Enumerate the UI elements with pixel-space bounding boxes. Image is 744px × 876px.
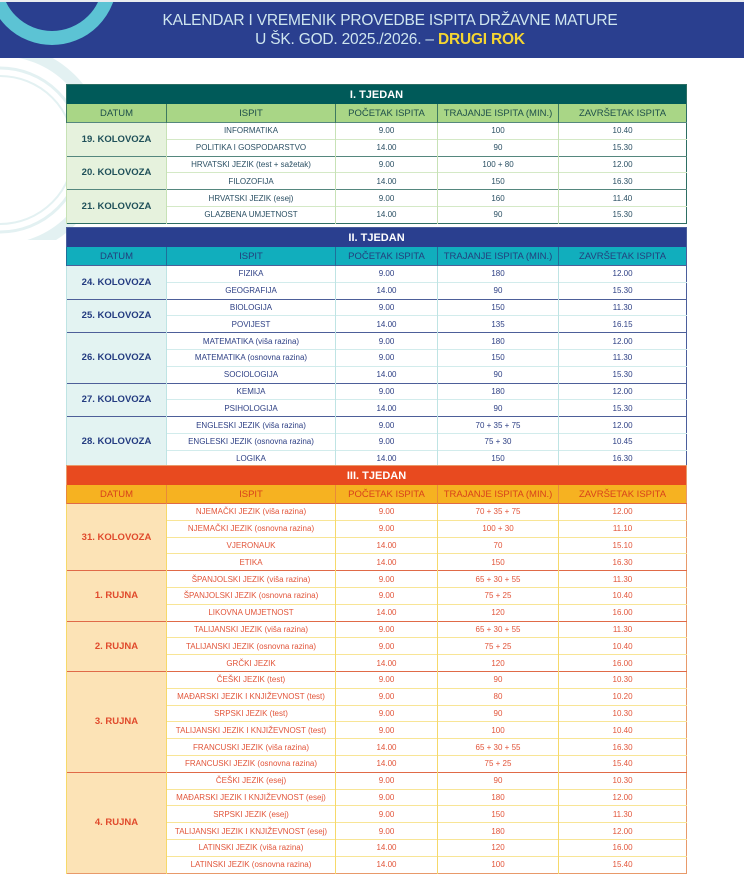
exam-name: POLITIKA I GOSPODARSTVO bbox=[167, 139, 336, 156]
start-time: 14.00 bbox=[336, 366, 438, 383]
title-line-1: KALENDAR I VREMENIK PROVEDBE ISPITA DRŽAVNE MATURE bbox=[162, 12, 618, 29]
duration: 100 bbox=[438, 722, 559, 739]
duration: 90 bbox=[438, 705, 559, 722]
date-cell: 26. KOLOVOZA bbox=[67, 333, 167, 383]
exam-name: NJEMAČKI JEZIK (osnovna razina) bbox=[167, 520, 336, 537]
start-time: 9.00 bbox=[336, 571, 438, 588]
exam-name: MAĐARSKI JEZIK I KNJIŽEVNOST (test) bbox=[167, 688, 336, 705]
table-row bbox=[67, 156, 687, 173]
title-line-2-prefix: U ŠK. GOD. 2025./2026. – bbox=[255, 31, 438, 48]
table-row bbox=[67, 299, 687, 316]
header-banner bbox=[0, 2, 744, 58]
start-time: 14.00 bbox=[336, 856, 438, 873]
start-time: 9.00 bbox=[336, 688, 438, 705]
column-header-zavrsetak: ZAVRŠETAK ISPITA bbox=[559, 104, 687, 123]
start-time: 14.00 bbox=[336, 282, 438, 299]
end-time: 10.40 bbox=[559, 722, 687, 739]
exam-name: ENGLESKI JEZIK (viša razina) bbox=[167, 417, 336, 434]
duration: 90 bbox=[438, 772, 559, 789]
date-cell: 27. KOLOVOZA bbox=[67, 383, 167, 417]
exam-name: TALIJANSKI JEZIK I KNJIŽEVNOST (esej) bbox=[167, 823, 336, 840]
duration: 150 bbox=[438, 173, 559, 190]
start-time: 14.00 bbox=[336, 400, 438, 417]
column-header-trajanje: TRAJANJE ISPITA (MIN.) bbox=[438, 104, 559, 123]
exam-name: GEOGRAFIJA bbox=[167, 282, 336, 299]
end-time: 11.30 bbox=[559, 299, 687, 316]
title-accent: DRUGI ROK bbox=[437, 31, 525, 48]
start-time: 14.00 bbox=[336, 537, 438, 554]
start-time: 9.00 bbox=[336, 417, 438, 434]
page-title bbox=[150, 11, 630, 49]
week-3-table bbox=[66, 465, 687, 874]
column-header-ispit: ISPIT bbox=[167, 104, 336, 123]
end-time: 10.30 bbox=[559, 772, 687, 789]
exam-name: FRANCUSKI JEZIK (viša razina) bbox=[167, 739, 336, 756]
date-cell: 24. KOLOVOZA bbox=[67, 266, 167, 300]
start-time: 14.00 bbox=[336, 739, 438, 756]
end-time: 10.40 bbox=[559, 587, 687, 604]
start-time: 9.00 bbox=[336, 433, 438, 450]
start-time: 14.00 bbox=[336, 554, 438, 571]
exam-name: ENGLESKI JEZIK (osnovna razina) bbox=[167, 433, 336, 450]
start-time: 14.00 bbox=[336, 316, 438, 333]
start-time: 9.00 bbox=[336, 789, 438, 806]
column-header-ispit: ISPIT bbox=[167, 485, 336, 504]
column-header-ispit: ISPIT bbox=[167, 247, 336, 266]
duration: 65 + 30 + 55 bbox=[438, 739, 559, 756]
duration: 180 bbox=[438, 333, 559, 350]
end-time: 15.40 bbox=[559, 856, 687, 873]
end-time: 11.10 bbox=[559, 520, 687, 537]
start-time: 9.00 bbox=[336, 383, 438, 400]
duration: 150 bbox=[438, 806, 559, 823]
column-header-trajanje: TRAJANJE ISPITA (MIN.) bbox=[438, 485, 559, 504]
exam-name: LATINSKI JEZIK (viša razina) bbox=[167, 839, 336, 856]
start-time: 9.00 bbox=[336, 671, 438, 688]
duration: 75 + 25 bbox=[438, 638, 559, 655]
column-header-pocetak: POČETAK ISPITA bbox=[336, 104, 438, 123]
start-time: 9.00 bbox=[336, 123, 438, 140]
duration: 150 bbox=[438, 299, 559, 316]
exam-name: TALIJANSKI JEZIK I KNJIŽEVNOST (test) bbox=[167, 722, 336, 739]
duration: 180 bbox=[438, 789, 559, 806]
duration: 70 bbox=[438, 537, 559, 554]
exam-name: SOCIOLOGIJA bbox=[167, 366, 336, 383]
end-time: 15.30 bbox=[559, 282, 687, 299]
date-cell: 3. RUJNA bbox=[67, 671, 167, 772]
duration: 90 bbox=[438, 282, 559, 299]
duration: 150 bbox=[438, 450, 559, 467]
column-header-pocetak: POČETAK ISPITA bbox=[336, 247, 438, 266]
title-line-2 bbox=[150, 30, 630, 49]
exam-name: BIOLOGIJA bbox=[167, 299, 336, 316]
duration: 75 + 25 bbox=[438, 587, 559, 604]
duration: 80 bbox=[438, 688, 559, 705]
start-time: 9.00 bbox=[336, 504, 438, 521]
date-cell: 31. KOLOVOZA bbox=[67, 504, 167, 571]
start-time: 9.00 bbox=[336, 587, 438, 604]
table-row bbox=[67, 266, 687, 283]
duration: 120 bbox=[438, 604, 559, 621]
end-time: 10.45 bbox=[559, 433, 687, 450]
start-time: 9.00 bbox=[336, 349, 438, 366]
start-time: 9.00 bbox=[336, 299, 438, 316]
end-time: 15.30 bbox=[559, 366, 687, 383]
end-time: 12.00 bbox=[559, 417, 687, 434]
week-2-table bbox=[66, 227, 687, 468]
decorative-rings-header bbox=[0, 2, 140, 58]
end-time: 15.30 bbox=[559, 206, 687, 223]
duration: 150 bbox=[438, 554, 559, 571]
end-time: 11.30 bbox=[559, 621, 687, 638]
duration: 180 bbox=[438, 383, 559, 400]
end-time: 16.30 bbox=[559, 173, 687, 190]
start-time: 9.00 bbox=[336, 823, 438, 840]
exam-name: ČEŠKI JEZIK (esej) bbox=[167, 772, 336, 789]
table-row bbox=[67, 417, 687, 434]
exam-name: HRVATSKI JEZIK (test + sažetak) bbox=[167, 156, 336, 173]
exam-name: MAĐARSKI JEZIK I KNJIŽEVNOST (esej) bbox=[167, 789, 336, 806]
end-time: 16.00 bbox=[559, 655, 687, 672]
end-time: 10.40 bbox=[559, 638, 687, 655]
start-time: 9.00 bbox=[336, 190, 438, 207]
start-time: 9.00 bbox=[336, 621, 438, 638]
duration: 90 bbox=[438, 206, 559, 223]
duration: 65 + 30 + 55 bbox=[438, 621, 559, 638]
table-row bbox=[67, 333, 687, 350]
start-time: 14.00 bbox=[336, 139, 438, 156]
end-time: 15.30 bbox=[559, 139, 687, 156]
start-time: 9.00 bbox=[336, 772, 438, 789]
table-row bbox=[67, 621, 687, 638]
column-header-datum: DATUM bbox=[67, 104, 167, 123]
end-time: 11.30 bbox=[559, 571, 687, 588]
duration: 100 bbox=[438, 856, 559, 873]
start-time: 14.00 bbox=[336, 206, 438, 223]
start-time: 9.00 bbox=[336, 806, 438, 823]
start-time: 14.00 bbox=[336, 839, 438, 856]
duration: 90 bbox=[438, 400, 559, 417]
exam-name: NJEMAČKI JEZIK (viša razina) bbox=[167, 504, 336, 521]
end-time: 16.30 bbox=[559, 739, 687, 756]
start-time: 9.00 bbox=[336, 333, 438, 350]
duration: 100 + 30 bbox=[438, 520, 559, 537]
end-time: 16.00 bbox=[559, 604, 687, 621]
end-time: 12.00 bbox=[559, 333, 687, 350]
end-time: 12.00 bbox=[559, 383, 687, 400]
end-time: 11.40 bbox=[559, 190, 687, 207]
end-time: 16.30 bbox=[559, 450, 687, 467]
end-time: 10.30 bbox=[559, 705, 687, 722]
exam-name: TALIJANSKI JEZIK (viša razina) bbox=[167, 621, 336, 638]
column-header-datum: DATUM bbox=[67, 247, 167, 266]
exam-name: SRPSKI JEZIK (esej) bbox=[167, 806, 336, 823]
exam-name: HRVATSKI JEZIK (esej) bbox=[167, 190, 336, 207]
exam-name: MATEMATIKA (viša razina) bbox=[167, 333, 336, 350]
duration: 150 bbox=[438, 349, 559, 366]
duration: 180 bbox=[438, 266, 559, 283]
exam-name: POVIJEST bbox=[167, 316, 336, 333]
exam-name: GLAZBENA UMJETNOST bbox=[167, 206, 336, 223]
start-time: 9.00 bbox=[336, 156, 438, 173]
column-header-trajanje: TRAJANJE ISPITA (MIN.) bbox=[438, 247, 559, 266]
end-time: 10.40 bbox=[559, 123, 687, 140]
table-row bbox=[67, 123, 687, 140]
date-cell: 1. RUJNA bbox=[67, 571, 167, 621]
duration: 120 bbox=[438, 655, 559, 672]
week-title: I. TJEDAN bbox=[67, 85, 687, 105]
duration: 70 + 35 + 75 bbox=[438, 417, 559, 434]
exam-name: FILOZOFIJA bbox=[167, 173, 336, 190]
table-row bbox=[67, 671, 687, 688]
end-time: 15.30 bbox=[559, 400, 687, 417]
end-time: 15.10 bbox=[559, 537, 687, 554]
end-time: 12.00 bbox=[559, 504, 687, 521]
duration: 100 + 80 bbox=[438, 156, 559, 173]
end-time: 10.20 bbox=[559, 688, 687, 705]
end-time: 16.00 bbox=[559, 839, 687, 856]
end-time: 12.00 bbox=[559, 823, 687, 840]
duration: 135 bbox=[438, 316, 559, 333]
table-row bbox=[67, 571, 687, 588]
start-time: 14.00 bbox=[336, 173, 438, 190]
exam-name: LATINSKI JEZIK (osnovna razina) bbox=[167, 856, 336, 873]
end-time: 16.15 bbox=[559, 316, 687, 333]
exam-name: VJERONAUK bbox=[167, 537, 336, 554]
column-header-zavrsetak: ZAVRŠETAK ISPITA bbox=[559, 247, 687, 266]
duration: 75 + 25 bbox=[438, 755, 559, 772]
week-1-table bbox=[66, 84, 687, 224]
exam-name: ETIKA bbox=[167, 554, 336, 571]
exam-name: FRANCUSKI JEZIK (osnovna razina) bbox=[167, 755, 336, 772]
week-title: II. TJEDAN bbox=[67, 228, 687, 248]
end-time: 12.00 bbox=[559, 266, 687, 283]
table-row bbox=[67, 383, 687, 400]
date-cell: 25. KOLOVOZA bbox=[67, 299, 167, 333]
date-cell: 28. KOLOVOZA bbox=[67, 417, 167, 467]
date-cell: 20. KOLOVOZA bbox=[67, 156, 167, 190]
exam-name: KEMIJA bbox=[167, 383, 336, 400]
start-time: 14.00 bbox=[336, 655, 438, 672]
end-time: 11.30 bbox=[559, 806, 687, 823]
duration: 90 bbox=[438, 366, 559, 383]
end-time: 12.00 bbox=[559, 156, 687, 173]
duration: 75 + 30 bbox=[438, 433, 559, 450]
exam-name: PSIHOLOGIJA bbox=[167, 400, 336, 417]
exam-name: TALIJANSKI JEZIK (osnovna razina) bbox=[167, 638, 336, 655]
duration: 70 + 35 + 75 bbox=[438, 504, 559, 521]
end-time: 15.40 bbox=[559, 755, 687, 772]
start-time: 14.00 bbox=[336, 604, 438, 621]
date-cell: 19. KOLOVOZA bbox=[67, 123, 167, 157]
date-cell: 21. KOLOVOZA bbox=[67, 190, 167, 224]
duration: 90 bbox=[438, 139, 559, 156]
duration: 180 bbox=[438, 823, 559, 840]
start-time: 9.00 bbox=[336, 266, 438, 283]
duration: 100 bbox=[438, 123, 559, 140]
duration: 120 bbox=[438, 839, 559, 856]
start-time: 14.00 bbox=[336, 450, 438, 467]
end-time: 11.30 bbox=[559, 349, 687, 366]
table-row bbox=[67, 772, 687, 789]
end-time: 12.00 bbox=[559, 789, 687, 806]
exam-name: MATEMATIKA (osnovna razina) bbox=[167, 349, 336, 366]
exam-name: ŠPANJOLSKI JEZIK (viša razina) bbox=[167, 571, 336, 588]
duration: 160 bbox=[438, 190, 559, 207]
column-header-pocetak: POČETAK ISPITA bbox=[336, 485, 438, 504]
column-header-datum: DATUM bbox=[67, 485, 167, 504]
duration: 90 bbox=[438, 671, 559, 688]
date-cell: 4. RUJNA bbox=[67, 772, 167, 873]
table-row bbox=[67, 190, 687, 207]
start-time: 14.00 bbox=[336, 755, 438, 772]
exam-name: FIZIKA bbox=[167, 266, 336, 283]
exam-name: INFORMATIKA bbox=[167, 123, 336, 140]
exam-name: GRČKI JEZIK bbox=[167, 655, 336, 672]
start-time: 9.00 bbox=[336, 705, 438, 722]
exam-name: ŠPANJOLSKI JEZIK (osnovna razina) bbox=[167, 587, 336, 604]
exam-name: ČEŠKI JEZIK (test) bbox=[167, 671, 336, 688]
exam-name: LIKOVNA UMJETNOST bbox=[167, 604, 336, 621]
start-time: 9.00 bbox=[336, 638, 438, 655]
exam-name: SRPSKI JEZIK (test) bbox=[167, 705, 336, 722]
end-time: 10.30 bbox=[559, 671, 687, 688]
date-cell: 2. RUJNA bbox=[67, 621, 167, 671]
week-title: III. TJEDAN bbox=[67, 466, 687, 486]
duration: 65 + 30 + 55 bbox=[438, 571, 559, 588]
start-time: 9.00 bbox=[336, 722, 438, 739]
start-time: 9.00 bbox=[336, 520, 438, 537]
column-header-zavrsetak: ZAVRŠETAK ISPITA bbox=[559, 485, 687, 504]
end-time: 16.30 bbox=[559, 554, 687, 571]
exam-name: LOGIKA bbox=[167, 450, 336, 467]
table-row bbox=[67, 504, 687, 521]
